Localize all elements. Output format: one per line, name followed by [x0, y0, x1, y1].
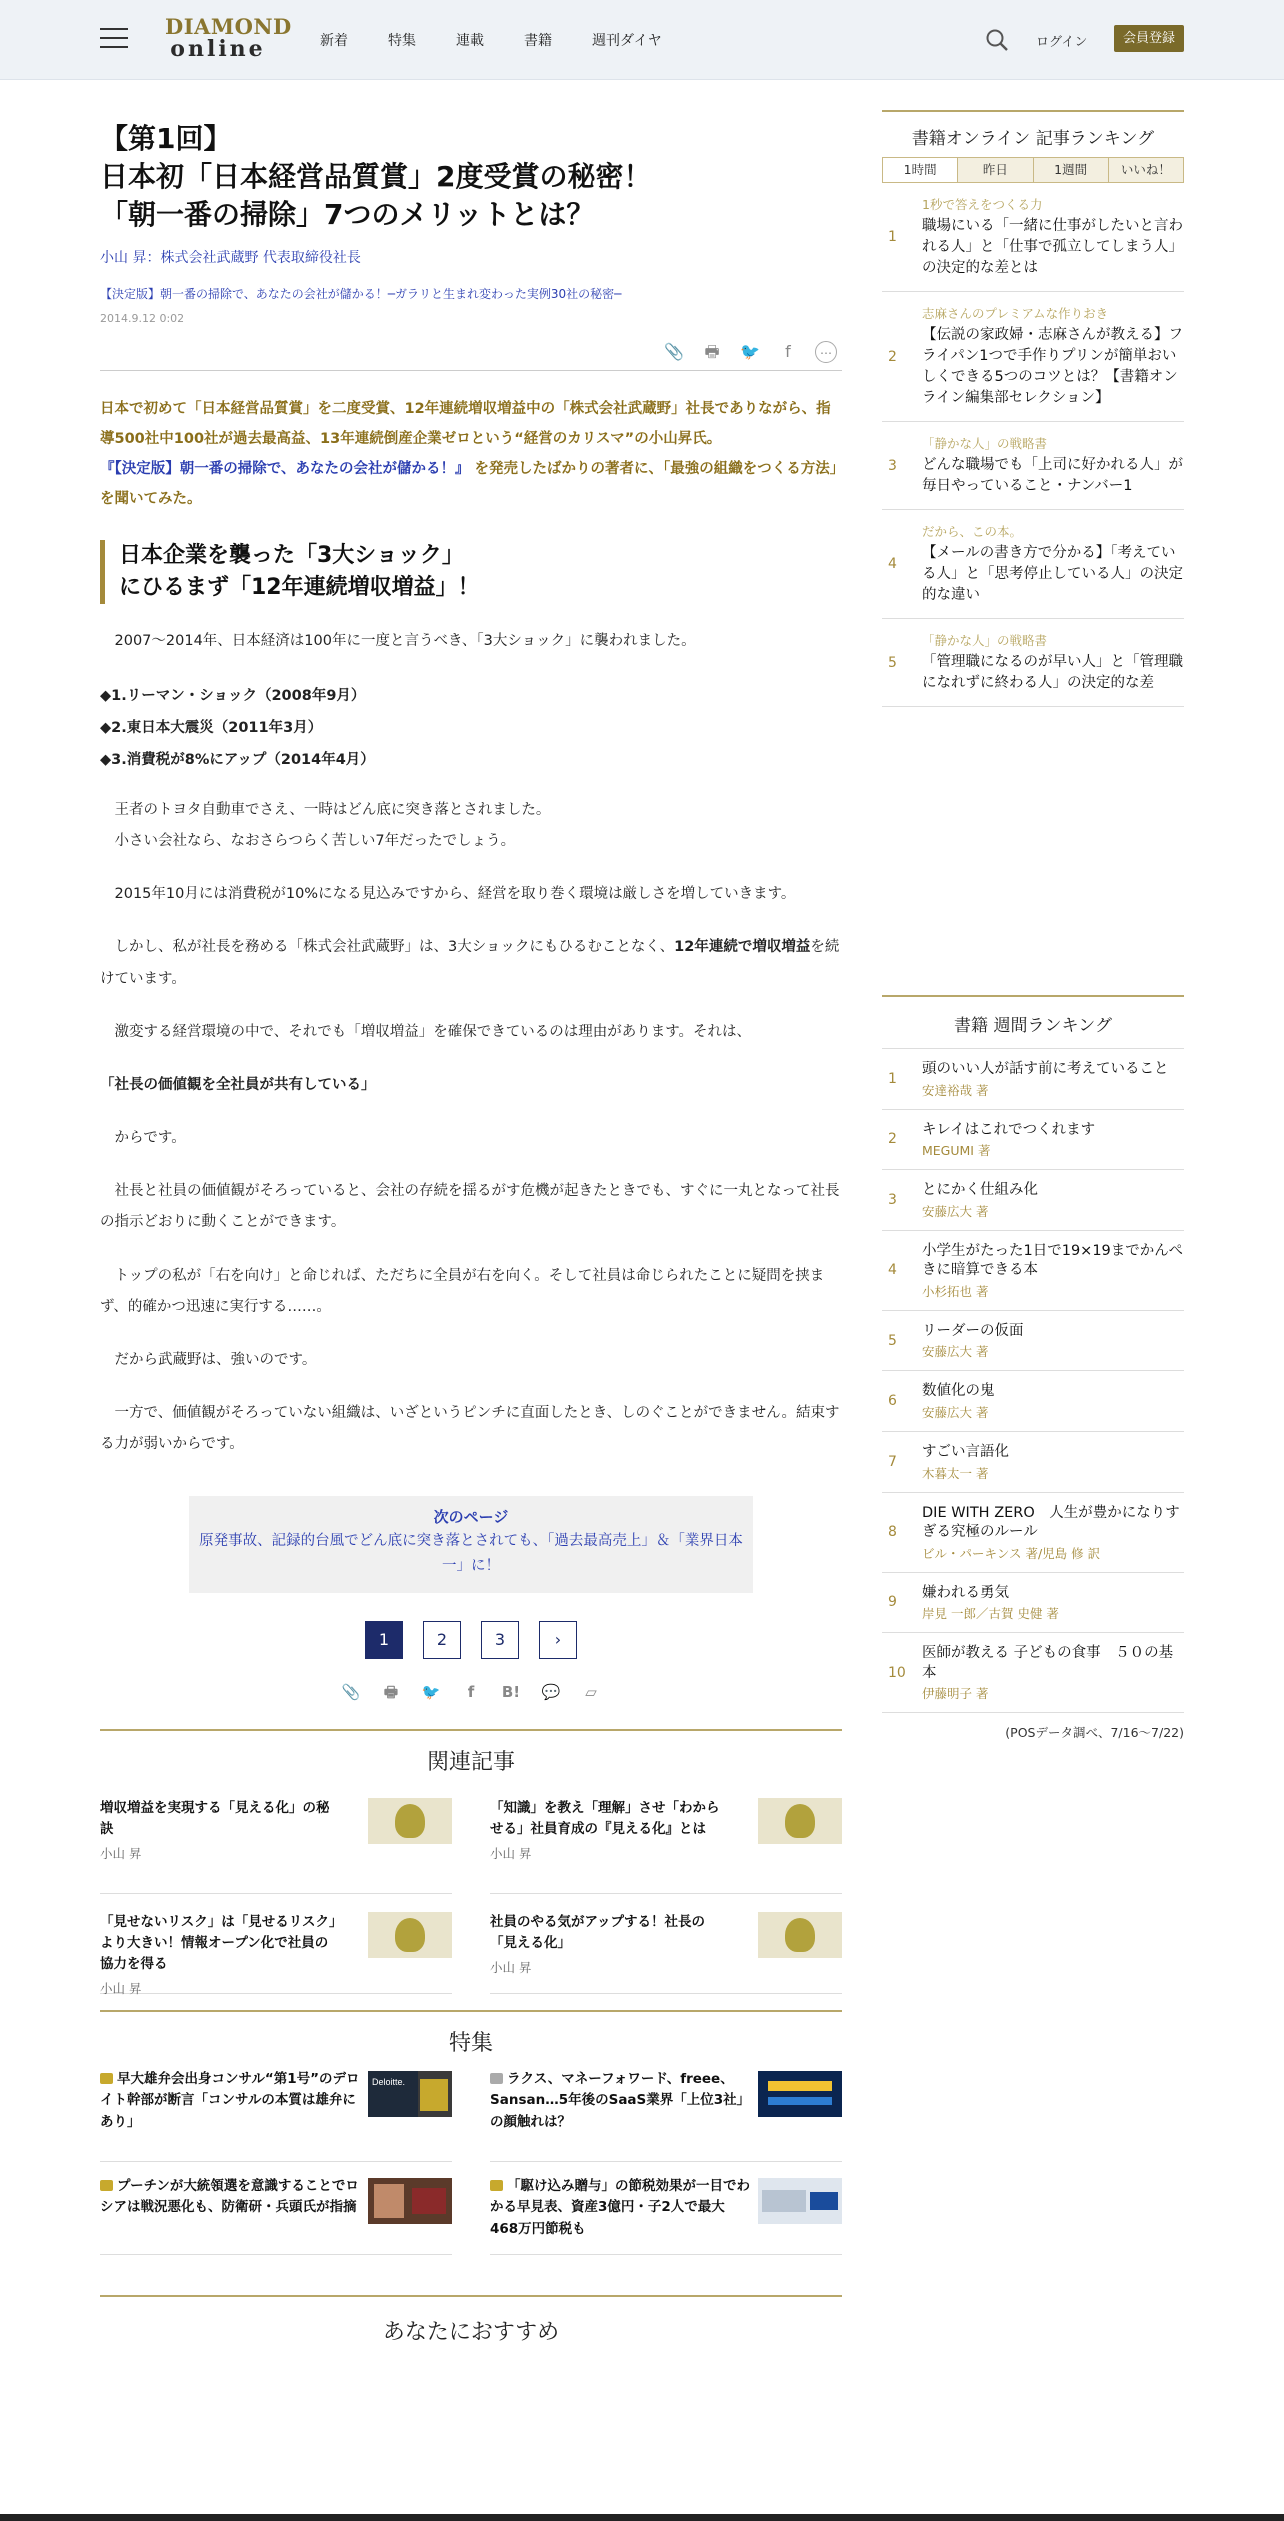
author-link[interactable]: 小山 昇：株式会社武蔵野 代表取締役社長: [100, 250, 361, 267]
book-author: ビル・パーキンス 著/児島 修 訳: [922, 1545, 1101, 1561]
rank-category: 志麻さんのプレミアムな作りおき: [922, 306, 1109, 322]
feature-articles: [100, 2069, 842, 2255]
hamburger-menu-icon[interactable]: [100, 28, 128, 50]
paragraph: だから武蔵野は、強いのです。: [114, 1351, 317, 1368]
shock-item: ◆2.東日本大震災（2011年3月）: [100, 720, 323, 737]
footer-bar: [0, 2514, 1284, 2521]
rank-number: 5: [888, 654, 897, 671]
nav-books[interactable]: 書籍: [524, 33, 552, 49]
next-page-button[interactable]: ›: [539, 1621, 577, 1659]
rank-title: 職場にいる「一緒に仕事がしたいと言われる人」と「仕事で孤立してしまう人」の決定的な差とは: [922, 218, 1183, 277]
book-item[interactable]: [882, 1493, 1184, 1573]
book-rank-number: 8: [888, 1524, 897, 1541]
book-rank-number: 9: [888, 1594, 897, 1611]
feature-title: [100, 2069, 362, 2134]
rank-title: どんな職場でも「上司に好かれる人」が毎日やっていること・ナンバー1: [922, 457, 1183, 495]
page-1-button[interactable]: 1: [365, 1621, 403, 1659]
nav-weekly-diamond[interactable]: 週刊ダイヤ: [592, 33, 662, 49]
paragraph: 一方で、価値観がそろっていない組織は、いざというピンチに直面したとき、しのぐことができません。結束する力が弱いからです。: [100, 1405, 840, 1453]
book-title: 医師が教える 子どもの食事 ５０の基本: [922, 1645, 1174, 1681]
book-author: 小杉拓也 著: [922, 1283, 989, 1299]
page-3-button[interactable]: 3: [481, 1621, 519, 1659]
next-page-box[interactable]: [189, 1496, 753, 1592]
ranking-title: 書籍オンライン 記事ランキング: [911, 129, 1155, 149]
clip-icon[interactable]: 📎: [341, 1682, 361, 1701]
paragraph-bold: 12年連続で増収増益: [674, 939, 811, 956]
paragraph: [100, 795, 842, 857]
feature-title-text: ラクス、マネーフォワード、freee、Sansan…5年後のSaaS業界「上位3社」の顔触れは？: [490, 2070, 751, 2130]
related-thumbnail: [368, 1798, 452, 1844]
shock-list: [100, 681, 842, 777]
site-header: [0, 0, 1284, 80]
feature-thumbnail: [368, 2178, 452, 2224]
book-title: 嫌われる勇気: [922, 1584, 1009, 1601]
book-title: 数値化の鬼: [922, 1383, 995, 1400]
book-rank-number: 5: [888, 1332, 897, 1349]
book-title: キレイはこれでつくれます: [922, 1121, 1096, 1138]
rank-title: 【メールの書き方で分かる】「考えている人」と「思考停止している人」の決定的な違い: [922, 545, 1183, 604]
book-link[interactable]: 【決定版】朝一番の掃除で、あなたの会社が儲かる！─ガラリと生まれ変わった実例30社の秘密─: [100, 287, 622, 302]
feature-title: [490, 2176, 752, 2241]
share-bar-top: [100, 341, 842, 371]
paragraph-line: 小さい会社なら、なおさらつらく苦しい7年だったでしょう。: [114, 833, 516, 850]
recommend-heading: あなたにおすすめ: [100, 2295, 842, 2346]
book-author: MEGUMI 著: [922, 1143, 991, 1159]
rank-category: だから、この本。: [922, 524, 1023, 540]
lead-text-2: を発売したばかりの著者に、「最強の組織をつくる方法」を聞いてみた。: [100, 460, 838, 507]
book-author: 安藤広大 著: [922, 1344, 989, 1360]
book-title: 小学生がたった1日で19×19までかんぺきに暗算できる本: [922, 1242, 1183, 1279]
nav-features[interactable]: 特集: [388, 33, 416, 49]
paragraph-line: 王者のトヨタ自動車でさえ、一時はどん底に突き落とされました。: [114, 801, 551, 818]
lock-icon: [100, 2180, 113, 2191]
article-title: [100, 120, 842, 233]
feature-thumbnail: [758, 2178, 842, 2224]
rank-category: 1秒で答えをつくる力: [922, 197, 1043, 212]
book-title: すごい言語化: [922, 1443, 1009, 1460]
book-item[interactable]: [882, 1633, 1184, 1713]
book-author: 安藤広大 著: [922, 1404, 989, 1420]
feature-item[interactable]: [100, 2069, 452, 2162]
book-item[interactable]: [882, 1371, 1184, 1432]
twitter-icon[interactable]: 🐦: [740, 342, 760, 362]
paragraph: 2015年10月には消費税が10%になる見込みですから、経営を取り巻く環境は厳しさを増していきます。: [114, 886, 796, 903]
book-ranking-title: 書籍 週間ランキング: [882, 997, 1184, 1049]
ranking-item[interactable]: [882, 619, 1184, 707]
main-nav: [320, 30, 702, 50]
feature-title-text: 「駆け込み贈与」の節税効果が一目でわかる早見表、資産3億円・子2人で最大468万円節税も: [490, 2177, 750, 2237]
paragraph: からです。: [114, 1130, 186, 1147]
publish-date: 2014.9.12 0:02: [100, 312, 185, 326]
page-2-button[interactable]: 2: [423, 1621, 461, 1659]
feature-title: [490, 2069, 752, 2134]
tab-likes[interactable]: いいね！: [1108, 158, 1183, 182]
rank-number: 3: [888, 457, 897, 474]
book-author: 伊藤明子 著: [922, 1686, 989, 1702]
book-author: 岸見 一郎／古賀 史健 著: [922, 1606, 1059, 1622]
heading-line-1: 日本企業を襲った「3大ショック」: [119, 543, 464, 569]
pagination: [100, 1621, 842, 1659]
facebook-icon[interactable]: f: [785, 342, 791, 362]
lock-icon: [490, 2180, 503, 2191]
book-item[interactable]: [882, 1573, 1184, 1634]
ranking-item[interactable]: [882, 510, 1184, 619]
feature-title-text: プーチンが大統領選を意識することでロシアは戦況悪化も、防衛研・兵頭氏が指摘: [100, 2177, 359, 2216]
tab-1-hour[interactable]: 1時間: [883, 158, 957, 182]
related-author: 小山 昇: [100, 1980, 142, 1996]
thumb-text: Deloitte.: [372, 2076, 406, 2087]
feature-thumbnail: [368, 2071, 452, 2117]
rank-number: 2: [888, 348, 897, 365]
book-item[interactable]: [882, 1110, 1184, 1171]
more-icon[interactable]: ⋯: [815, 341, 837, 363]
related-author: 小山 昇: [490, 1845, 532, 1861]
quote-text: 「社長の価値観を全社員が共有している」: [100, 1076, 376, 1093]
feature-item[interactable]: [100, 2162, 452, 2255]
print-icon[interactable]: 🖶: [383, 1682, 399, 1701]
nav-new[interactable]: 新着: [320, 33, 348, 49]
paragraph-text: を続けています。: [100, 939, 840, 987]
ranking-item[interactable]: [882, 292, 1184, 422]
lead-text-1: 日本で初めて「日本経営品質賞」を二度受賞、12年連続増収増益中の「株式会社武蔵野」社長でありながら、指導500社中100社が過去最高益、13年連続倒産企業ゼロという“経営のカリスマ”の小山昇氏。: [100, 401, 831, 448]
book-rank-number: 10: [888, 1664, 906, 1681]
book-author: 安藤広大 著: [922, 1203, 989, 1219]
related-title: 「知識」を教え「理解」させ「わからせる」社員育成の『見える化』とは: [490, 1799, 720, 1837]
shock-item: ◆1.リーマン・ショック（2008年9月）: [100, 688, 366, 705]
title-line-2: 日本初「日本経営品質賞」2度受賞の秘密！: [100, 159, 652, 193]
book-rank-number: 7: [888, 1453, 897, 1470]
twitter-icon[interactable]: 🐦: [421, 1682, 441, 1701]
related-articles: [100, 1798, 842, 1994]
pocket-icon[interactable]: ▱: [585, 1682, 597, 1701]
related-author: 小山 昇: [100, 1845, 142, 1861]
nav-series[interactable]: 連載: [456, 33, 484, 49]
related-thumbnail: [758, 1912, 842, 1958]
print-icon[interactable]: 🖶: [704, 342, 720, 362]
register-button[interactable]: 会員登録: [1114, 25, 1184, 52]
rank-number: 1: [888, 229, 897, 246]
book-title: リーダーの仮面: [922, 1322, 1024, 1339]
related-title: 増収増益を実現する「見える化」の秘訣: [100, 1799, 330, 1837]
related-author: 小山 昇: [490, 1959, 532, 1975]
section-heading: [100, 540, 842, 604]
book-item[interactable]: [882, 1049, 1184, 1110]
book-rank-number: 1: [888, 1070, 897, 1087]
book-title: とにかく仕組み化: [922, 1182, 1038, 1199]
related-title: 社員のやる気がアップする！社長の「見える化」: [490, 1913, 706, 1951]
related-item[interactable]: [490, 1798, 842, 1894]
article-body: [100, 626, 842, 1460]
related-item[interactable]: [100, 1798, 452, 1894]
hatena-bookmark-icon[interactable]: B!: [501, 1682, 521, 1701]
lock-icon: [490, 2073, 503, 2084]
paragraph-text: しかし、私が社長を務める「株式会社武蔵野」は、3大ショックにもひるむことなく、: [114, 939, 675, 956]
rank-category: 「静かな人」の戦略書: [922, 436, 1048, 452]
ranking-item[interactable]: [882, 422, 1184, 510]
pos-data-note: (POSデータ調べ、7/16〜7/22): [1005, 1725, 1184, 1741]
feature-thumbnail: [758, 2071, 842, 2117]
title-line-3: 「朝一番の掃除」7つのメリットとは？: [100, 197, 595, 231]
line-icon[interactable]: 💬: [541, 1682, 561, 1701]
related-title: 「見せないリスク」は「見せるリスク」より大きい！情報オープン化で社員の協力を得る: [100, 1913, 336, 1972]
rank-title: 「管理職になるのが早い人」と「管理職になれずに終わる人」の決定的な差: [922, 654, 1183, 692]
feature-item[interactable]: [490, 2162, 842, 2255]
title-line-1: 【第1回】: [100, 122, 232, 155]
lock-icon: [100, 2073, 113, 2084]
site-logo[interactable]: [165, 14, 292, 62]
book-rank-number: 2: [888, 1131, 897, 1148]
book-rank-number: 6: [888, 1393, 897, 1410]
article-lead: [100, 395, 842, 514]
book-rank-number: 3: [888, 1191, 897, 1208]
related-heading: 関連記事: [100, 1729, 842, 1776]
rank-number: 4: [888, 556, 897, 573]
related-item[interactable]: [490, 1894, 842, 1994]
search-icon[interactable]: [985, 28, 1009, 52]
paragraph: 激変する経営環境の中で、それでも「増収増益」を確保できているのは理由があります。それは、: [114, 1023, 752, 1040]
book-item[interactable]: [882, 1311, 1184, 1372]
book-title: DIE WITH ZERO 人生が豊かになりすぎる究極のルール: [922, 1504, 1180, 1541]
book-title: 頭のいい人が話す前に考えていること: [922, 1061, 1169, 1077]
related-thumbnail: [368, 1912, 452, 1958]
heading-line-2: にひるまず「12年連続増収増益」！: [119, 575, 480, 601]
next-page-label: 次のページ: [433, 1508, 509, 1527]
share-bar-bottom: [100, 1681, 842, 1703]
book-item[interactable]: [882, 1170, 1184, 1231]
article-main: [100, 120, 842, 2346]
related-item[interactable]: [100, 1894, 452, 1994]
tab-1-week[interactable]: 1週間: [1033, 158, 1108, 182]
book-item[interactable]: [882, 1432, 1184, 1493]
next-page-title: 原発事故、記録的台風でどん底に突き落とされても、「過去最高売上」＆「業界日本一」に！: [199, 1533, 743, 1575]
paragraph-bold-quote: [100, 1070, 842, 1101]
paragraph: 2007〜2014年、日本経済は100年に一度と言うべき、「3大ショック」に襲われました。: [114, 633, 696, 650]
lead-book-link[interactable]: 『【決定版】朝一番の掃除で、あなたの会社が儲かる！』: [100, 460, 470, 477]
feature-title: [100, 2176, 362, 2219]
book-author: 安達裕哉 著: [922, 1082, 989, 1098]
logo-line-2: online: [170, 36, 266, 62]
shock-item: ◆3.消費税が8%にアップ（2014年4月）: [100, 752, 375, 768]
features-heading: 特集: [100, 2010, 842, 2057]
paragraph: トップの私が「右を向け」と命じれば、ただちに全員が右を向く。そして社員は命じられたことに疑問を挟まず、的確かつ迅速に実行する……。: [100, 1267, 825, 1315]
book-item[interactable]: [882, 1231, 1184, 1311]
rank-title: 【伝説の家政婦・志麻さんが教える】フライパン1つで手作りプリンが簡単おいしくできる5つのコツとは？【書籍オンライン編集部セレクション】: [922, 327, 1183, 407]
article-ranking: [882, 110, 1184, 707]
book-author: 木暮太一 著: [922, 1465, 989, 1481]
related-thumbnail: [758, 1798, 842, 1844]
paragraph: 社長と社員の価値観がそろっていると、会社の存続を揺るがす危機が起きたときでも、すぐに一丸となって社長の指示どおりに動くことができます。: [100, 1183, 840, 1231]
logo-line-1: DIAMOND: [165, 14, 292, 39]
book-ranking: [882, 995, 1184, 1741]
facebook-icon[interactable]: f: [467, 1682, 475, 1701]
ranking-item[interactable]: [882, 183, 1184, 292]
feature-item[interactable]: [490, 2069, 842, 2162]
paragraph: [100, 932, 842, 994]
tab-yesterday[interactable]: 昨日: [957, 158, 1032, 182]
ranking-tabs: [882, 157, 1184, 183]
feature-title-text: 早大雄弁会出身コンサル“第1号”のデロイト幹部が断言「コンサルの本質は雄弁にあり」: [100, 2070, 360, 2130]
clip-icon[interactable]: 📎: [664, 342, 684, 362]
rank-category: 「静かな人」の戦略書: [922, 633, 1048, 649]
book-rank-number: 4: [888, 1262, 897, 1279]
login-link[interactable]: ログイン: [1036, 35, 1088, 50]
